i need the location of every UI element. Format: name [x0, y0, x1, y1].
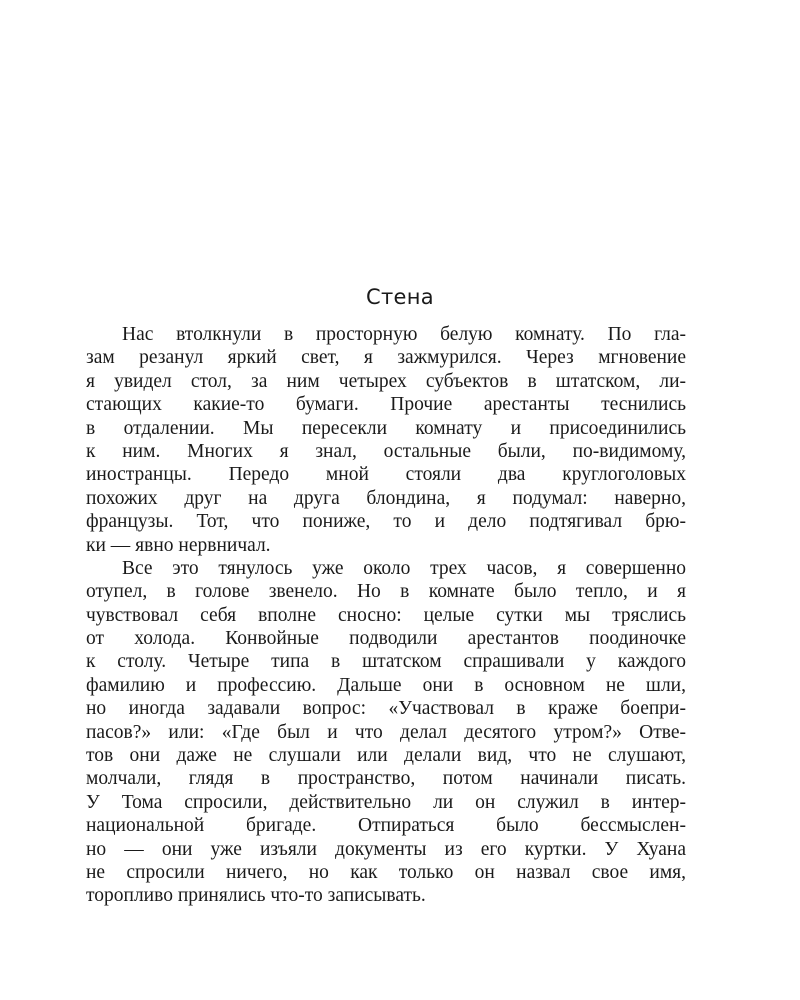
text-line: похожих друг на друга блондина, я подумал: наверно,	[86, 487, 686, 509]
text-line: торопливо принялись что-то записывать.	[86, 885, 426, 907]
text-line: зам резанул яркий свет, я зажмурился. Через мгновение	[86, 347, 686, 369]
text-line: от холода. Конвойные подводили арестантов поодиночке	[86, 628, 686, 650]
text-line: ки — явно нервничал.	[86, 534, 271, 556]
chapter-body	[86, 323, 686, 908]
text-line: французы. Тот, что пониже, то и дело подтягивал брю-	[86, 511, 686, 533]
text-line: молчали, глядя в пространство, потом начинали писать.	[86, 768, 686, 790]
text-line: не спросили ничего, но как только он назвал свое имя,	[86, 861, 686, 883]
text-line: У Тома спросили, действительно ли он служил в интер-	[86, 791, 686, 813]
text-line: чувствовал себя вполне сносно: целые сутки мы тряслись	[86, 604, 686, 626]
text-line: Все это тянулось уже около трех часов, я совершенно	[122, 557, 686, 579]
text-line: но — они уже изъяли документы из его куртки. У Хуана	[86, 838, 686, 860]
text-line: Нас втолкнули в просторную белую комнату. По гла-	[122, 324, 686, 345]
text-line: в отдалении. Мы пересекли комнату и присоединились	[86, 417, 686, 439]
text-line: фамилию и профессию. Дальше они в основном не шли,	[86, 674, 686, 696]
text-line: пасов?» или: «Где был и что делал десятого утром?» Отве-	[86, 721, 686, 743]
text-line: тов они даже не слушали или делали вид, что не слушают,	[86, 745, 686, 767]
text-line: я увидел стол, за ним четырех субъектов в штатском, ли-	[86, 370, 686, 392]
text-line: к ним. Многих я знал, остальные были, по-видимому,	[86, 440, 686, 462]
text-line: стающих какие-то бумаги. Прочие арестанты теснились	[86, 394, 686, 416]
paragraph-2	[86, 557, 686, 908]
chapter-title: Стена	[366, 285, 434, 309]
text-line: иностранцы. Передо мной стояли два круглоголовых	[86, 464, 686, 486]
paragraph-1	[86, 323, 686, 557]
text-line: отупел, в голове звенело. Но в комнате было тепло, и я	[86, 581, 686, 603]
text-line: к столу. Четыре типа в штатском спрашивали у каждого	[86, 651, 686, 673]
text-line: национальной бригаде. Отпираться было бессмыслен-	[86, 815, 686, 837]
text-line: но иногда задавали вопрос: «Участвовал в краже боепри-	[86, 698, 686, 720]
